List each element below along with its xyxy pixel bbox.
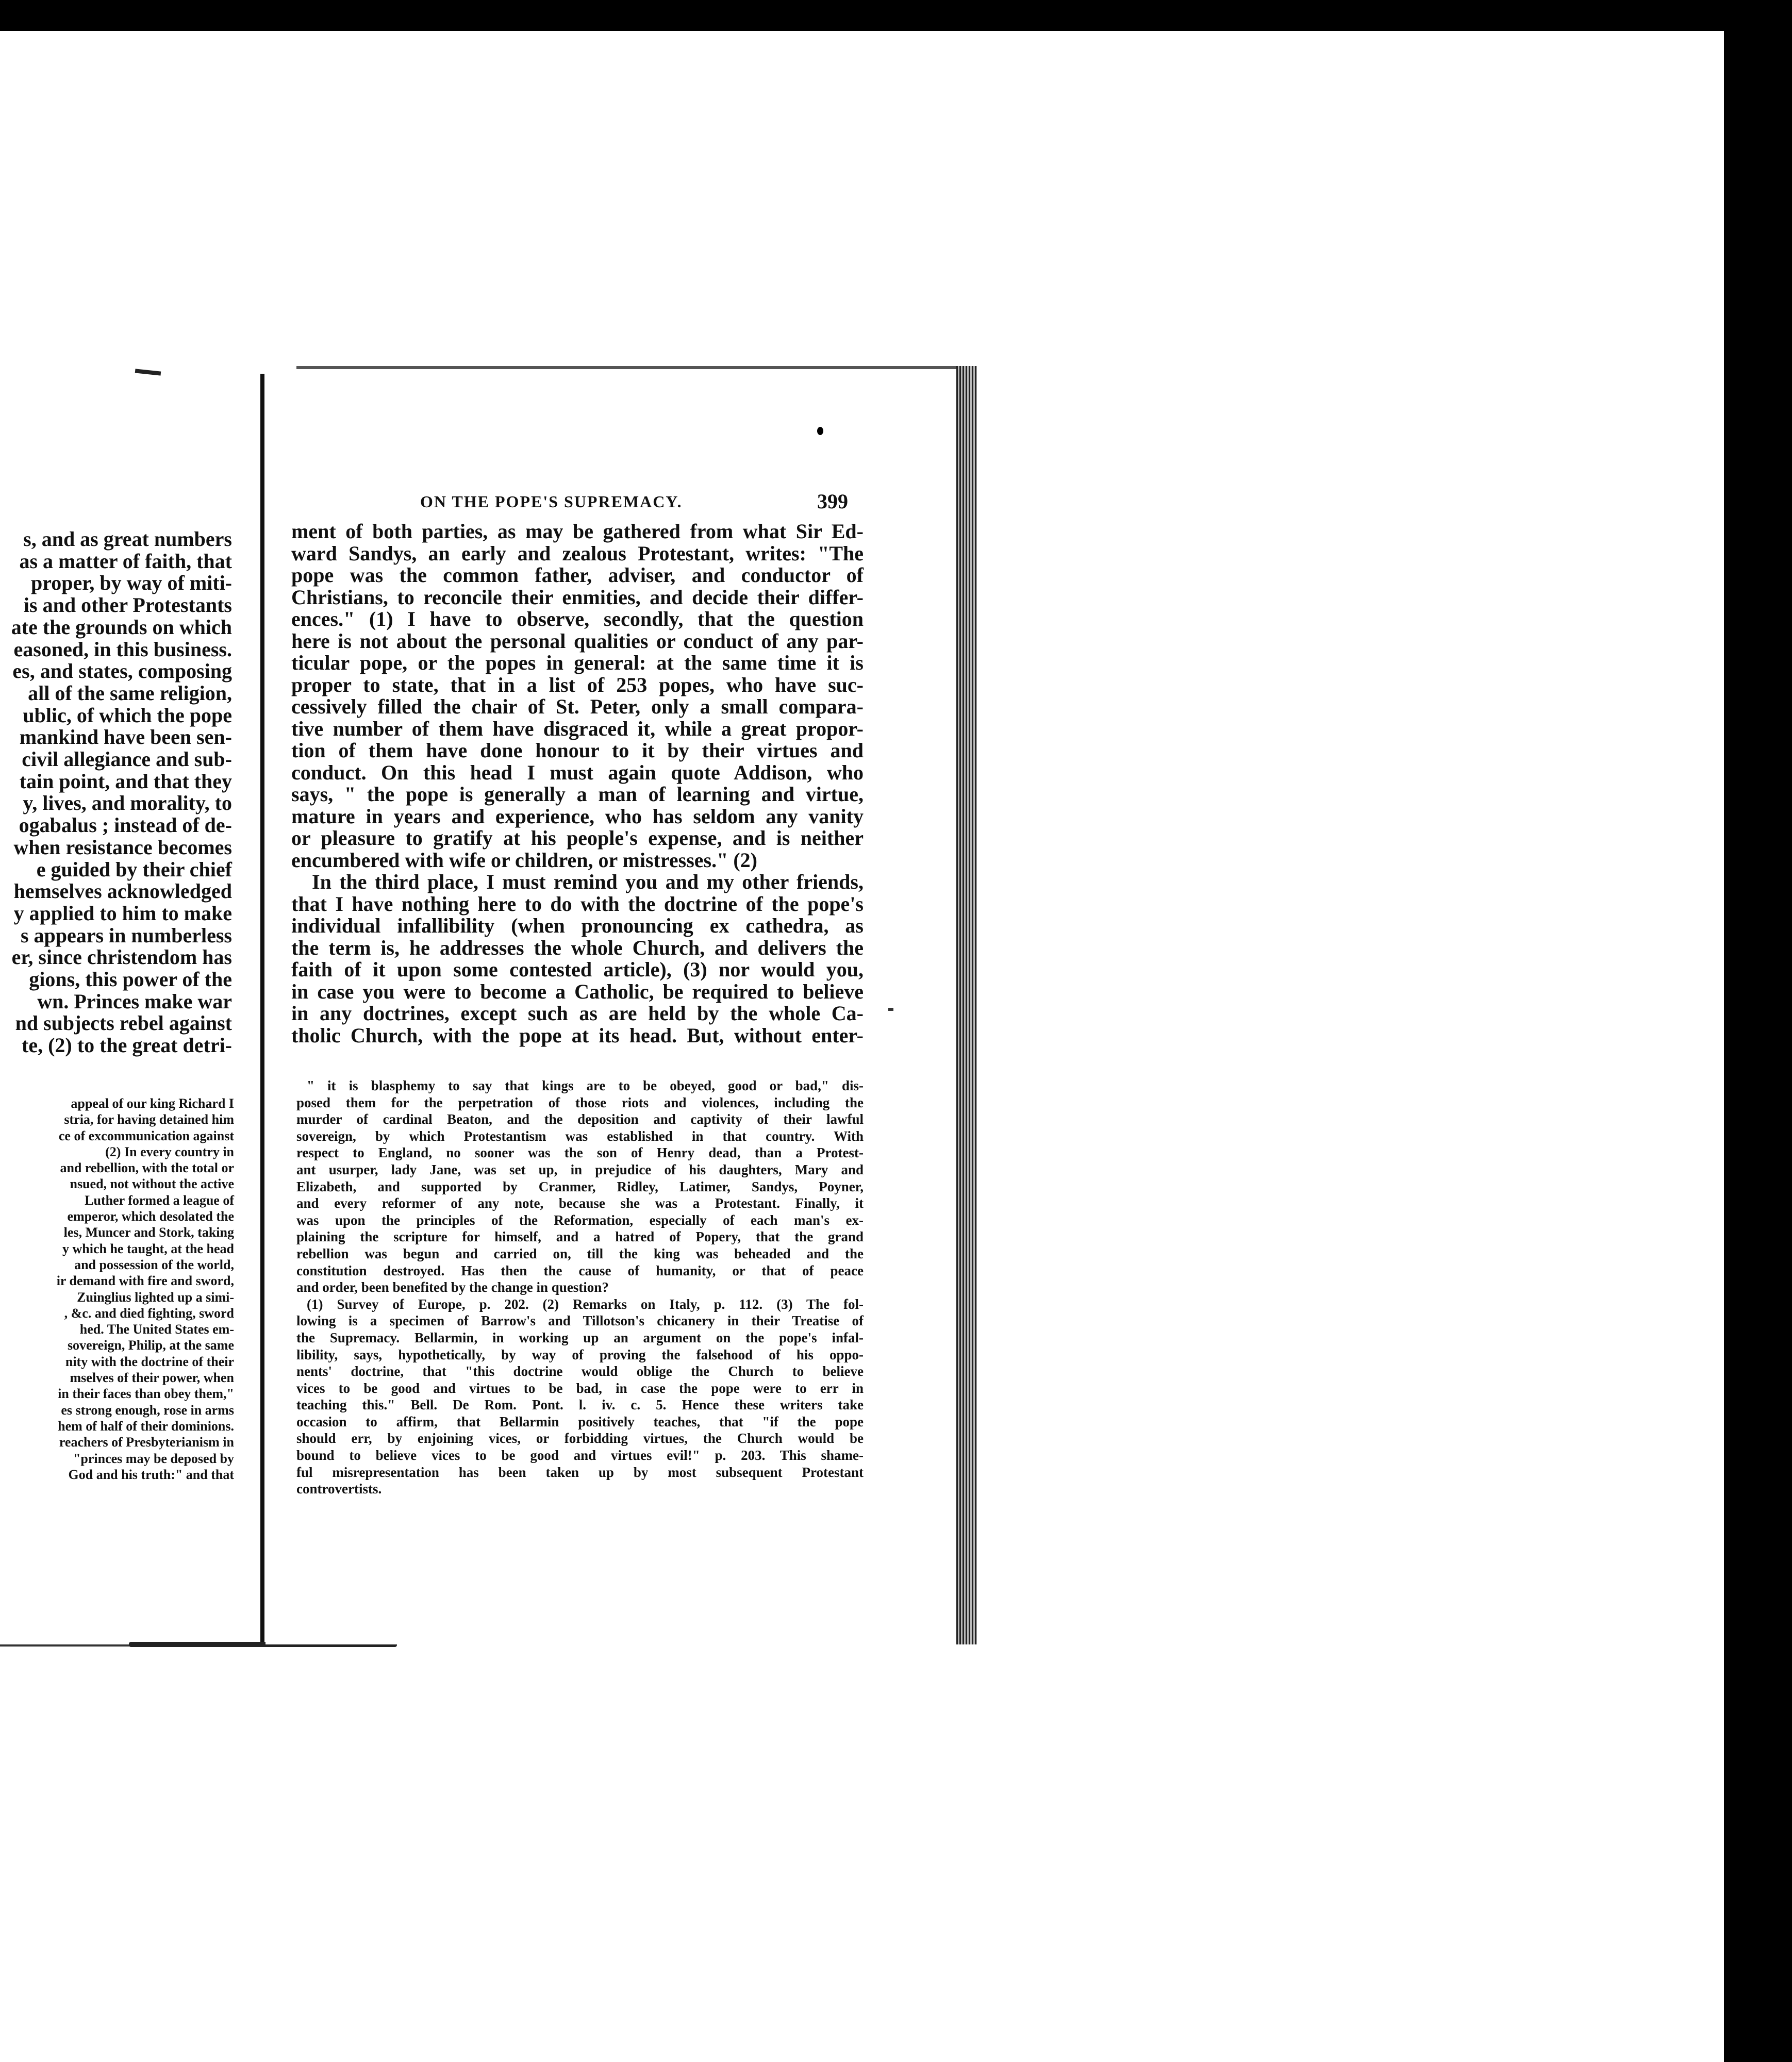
note-line: plaining the scripture for himself, and a hatred of Popery, that the grand: [296, 1229, 864, 1245]
text-line: faith of it upon some contested article), (3) nor would you,: [291, 958, 864, 981]
page-number: 399: [817, 490, 848, 513]
text-line: mankind have been sen-: [19, 725, 232, 749]
note-line: ce of excommunication against: [58, 1128, 234, 1143]
note-line: nents' doctrine, that "this doctrine would oblige the Church to believe: [296, 1363, 864, 1379]
note-line: , &c. and died fighting, sword: [64, 1305, 234, 1321]
running-head: [266, 492, 848, 518]
note-line: rebellion was begun and carried on, till the king was beheaded and the: [296, 1245, 864, 1261]
note-line: occasion to affirm, that Bellarmin positively teaches, that "if the pope: [296, 1414, 864, 1429]
note-line: stria, for having detained him: [64, 1112, 234, 1127]
text-line: civil allegiance and sub-: [22, 747, 232, 771]
scan-sheet: [0, 31, 1758, 2062]
text-line: wn. Princes make war: [37, 989, 232, 1013]
text-line: nd subjects rebel against: [15, 1011, 232, 1035]
note-line: appeal of our king Richard I: [71, 1096, 234, 1111]
text-line: ment of both parties, as may be gathered from what Sir Ed-: [291, 520, 864, 543]
ink-mark: [135, 369, 161, 375]
text-line: ences." (1) I have to observe, secondly, that the question: [291, 607, 864, 630]
right-page: [266, 366, 977, 1644]
text-line: in case you were to become a Catholic, be required to believe: [291, 979, 864, 1003]
note-line: sovereign, by which Protestantism was established in that country. With: [296, 1128, 864, 1144]
note-line: lowing is a specimen of Barrow's and Tillotson's chicanery in their Treatise of: [296, 1313, 864, 1329]
text-line: conduct. On this head I must again quote Addison, who: [291, 760, 864, 784]
text-line: s appears in numberless: [20, 923, 232, 947]
note-line: reachers of Presbyterianism in: [59, 1435, 234, 1450]
text-line: proper to state, that in a list of 253 popes, who have suc-: [291, 673, 864, 696]
ink-dot: [817, 427, 823, 435]
note-line: and rebellion, with the total or: [60, 1160, 234, 1176]
note-line: vices to be good and virtues to be bad, in case the pope were to err in: [296, 1380, 864, 1396]
text-line: proper, by way of miti-: [31, 571, 232, 595]
text-line: tion of them have done honour to it by their virtues and: [291, 739, 864, 762]
note-line: Zuinglius lighted up a simi-: [77, 1289, 234, 1305]
note-line: Luther formed a league of: [85, 1192, 234, 1208]
text-line: ticular pope, or the popes in general: at the same time it is: [291, 651, 864, 674]
note-line: emperor, which desolated the: [67, 1209, 234, 1224]
text-line: es, and states, composing: [12, 659, 232, 683]
text-line: individual infallibility (when pronouncing ex cathedra, as: [291, 914, 864, 937]
text-line: easoned, in this business.: [13, 637, 232, 661]
note-line: nity with the doctrine of their: [65, 1354, 234, 1369]
text-line: ogabalus ; instead of de-: [19, 813, 232, 837]
text-line: pope was the common father, adviser, and conductor of: [291, 563, 864, 587]
note-line: libility, says, hypothetically, by way of proving the falsehood of his oppo-: [296, 1346, 864, 1362]
text-line: that I have nothing here to do with the doctrine of the pope's: [291, 892, 864, 916]
note-line: sovereign, Philip, at the same: [67, 1338, 234, 1353]
page-fore-edge: [956, 366, 977, 1644]
text-line: tive number of them have disgraced it, while a great propor-: [291, 717, 864, 740]
text-line: the term is, he addresses the whole Church, and delivers the: [291, 936, 864, 959]
text-line: In the third place, I must remind you and my other friends,: [312, 870, 864, 893]
page-top-edge: [296, 366, 967, 369]
note-line: es strong enough, rose in arms: [61, 1402, 234, 1418]
book-gutter: [260, 374, 264, 1642]
text-line: encumbered with wife or children, or mistresses." (2): [291, 848, 757, 872]
text-line: all of the same religion,: [28, 681, 232, 705]
text-line: when resistance becomes: [13, 835, 232, 859]
footnotes: [296, 1077, 864, 1498]
note-line: posed them for the perpetration of those riots and violences, including the: [296, 1094, 864, 1110]
note-line: respect to England, no sooner was the son of Henry dead, than a Protest-: [296, 1145, 864, 1161]
text-line: says, " the pope is generally a man of learning and virtue,: [291, 783, 864, 806]
text-line: te, (2) to the great detri-: [22, 1034, 232, 1057]
note-line: was upon the principles of the Reformation, especially of each man's ex-: [296, 1212, 864, 1228]
text-line: e guided by their chief: [36, 857, 232, 881]
note-line: and every reformer of any note, because she was a Protestant. Finally, it: [296, 1195, 864, 1211]
ink-speck: [888, 1008, 893, 1011]
text-line: tholic Church, with the pope at its head. But, without enter-: [291, 1023, 864, 1047]
scan-border-right: [1724, 31, 1758, 2062]
note-line: hem of half of their dominions.: [58, 1418, 234, 1434]
note-line: the Supremacy. Bellarmin, in working up an argument on the pope's infal-: [296, 1329, 864, 1345]
note-line: ant usurper, lady Jane, was set up, in prejudice of his daughters, Mary and: [296, 1161, 864, 1177]
note-line: "princes may be deposed by: [73, 1451, 234, 1466]
text-line: here is not about the personal qualities or conduct of any par-: [291, 629, 864, 653]
text-line: y, lives, and morality, to: [23, 791, 232, 815]
note-line: ir demand with fire and sword,: [56, 1273, 234, 1289]
note-line: bound to believe vices to be good and virtues evil!" p. 203. This shame-: [296, 1448, 864, 1464]
text-line: as a matter of faith, that: [19, 549, 232, 573]
text-line: tain point, and that they: [19, 769, 232, 793]
note-line: " it is blasphemy to say that kings are to be obeyed, good or bad," dis-: [307, 1078, 864, 1093]
note-line: y which he taught, at the head: [62, 1241, 234, 1256]
text-line: y applied to him to make: [13, 901, 232, 925]
text-line: ublic, of which the pope: [23, 703, 232, 727]
note-line: teaching this." Bell. De Rom. Pont. l. iv. c. 5. Hence these writers take: [296, 1397, 864, 1413]
note-line: murder of cardinal Beaton, and the deposition and captivity of their lawful: [296, 1111, 864, 1127]
note-line: ful misrepresentation has been taken up by most subsequent Protestant: [296, 1464, 864, 1480]
text-line: Christians, to reconcile their enmities, and decide their differ-: [291, 585, 864, 609]
note-line: (2) In every country in: [105, 1144, 234, 1159]
note-line: controvertists.: [296, 1481, 382, 1497]
note-line: nsued, not without the active: [70, 1176, 234, 1192]
note-line: (1) Survey of Europe, p. 202. (2) Remarks on Italy, p. 112. (3) The fol-: [307, 1296, 864, 1312]
text-line: ate the grounds on which: [11, 615, 232, 639]
text-line: gions, this power of the: [29, 968, 232, 991]
running-head-title: ON THE POPE'S SUPREMACY.: [420, 492, 683, 511]
text-line: cessively filled the chair of St. Peter, only a small compara-: [291, 695, 864, 718]
text-line: er, since christendom has: [11, 945, 232, 969]
left-page: [0, 366, 258, 1647]
note-line: should err, by enjoining vices, or forbidding virtues, the Church would be: [296, 1431, 864, 1446]
note-line: mselves of their power, when: [70, 1370, 234, 1386]
note-line: Elizabeth, and supported by Cranmer, Ridley, Latimer, Sandys, Poyner,: [296, 1178, 864, 1194]
left-page-footnotes: [0, 1095, 234, 1483]
text-line: s, and as great numbers: [23, 527, 232, 551]
text-line: in any doctrines, except such as are held by the whole Ca-: [291, 1002, 864, 1025]
text-line: hemselves acknowledged: [13, 879, 232, 903]
note-line: and possession of the world,: [74, 1257, 234, 1272]
text-line: is and other Protestants: [23, 593, 232, 617]
text-line: mature in years and experience, who has seldom any vanity: [291, 804, 864, 828]
note-line: les, Muncer and Stork, taking: [63, 1225, 234, 1240]
left-page-main-text: [0, 528, 232, 1057]
note-line: hed. The United States em-: [79, 1322, 234, 1337]
note-line: constitution destroyed. Has then the cause of humanity, or that of peace: [296, 1262, 864, 1278]
body-text: [291, 521, 864, 1046]
text-line: ward Sandys, an early and zealous Protestant, writes: "The: [291, 541, 864, 565]
note-line: and order, been benefited by the change in question?: [296, 1279, 609, 1295]
note-line: God and his truth:" and that: [68, 1467, 234, 1482]
text-line: or pleasure to gratify at his people's expense, and is neither: [291, 826, 864, 850]
note-line: in their faces than obey them,": [58, 1386, 234, 1402]
